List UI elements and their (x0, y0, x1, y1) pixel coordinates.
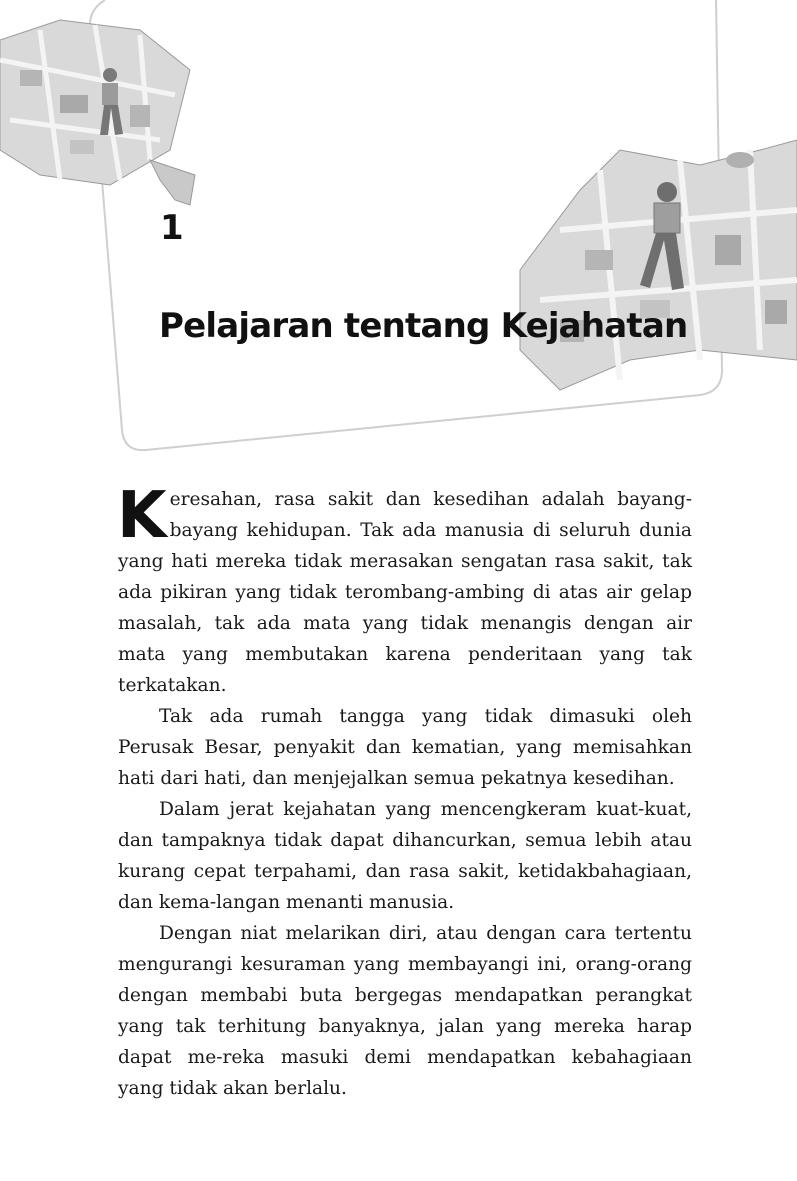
map-fragment-right (520, 140, 797, 390)
paragraph-1-text: eresahan, rasa sakit dan kesedihan adalah bayang-bayang kehidupan. Tak ada manusia di seluruh dunia yang hati mereka tidak merasakan sengatan rasa sakit, tak ada pikiran yang tidak terombang-ambing di atas air gelap masalah, tak ada mata yang tidak menangis dengan air mata yang membutakan karena penderitaan yang tak terkatakan. (118, 489, 692, 696)
chapter-title: Pelajaran tentang Kejahatan (159, 306, 688, 346)
paragraph-1 (117, 479, 692, 701)
paragraph-4: Dengan niat melarikan diri, atau dengan cara tertentu mengurangi kesuraman yang membayangi ini, orang-orang dengan membabi buta bergegas mendapatkan perangkat yang tak terhitung banyaknya, jalan yang mereka harap dapat me-reka masuki demi mendapatkan kebahagiaan yang tidak akan berlalu. (118, 923, 692, 1099)
paragraph-2: Tak ada rumah tangga yang tidak dimasuki oleh Perusak Besar, penyakit dan kematian, yang memisahkan hati dari hati, dan menjejalkan semua pekatnya kesedihan. (118, 706, 692, 789)
chapter-body (117, 479, 692, 1104)
drop-cap: K (117, 479, 167, 553)
paragraph-3: Dalam jerat kejahatan yang mencengkeram kuat-kuat, dan tampaknya tidak dapat dihancurkan, semua lebih atau kurang cepat terpahami, dan rasa sakit, ketidakbahagiaan, dan kema-langan menanti manusia. (118, 799, 692, 913)
chapter-number: 1 (160, 208, 184, 248)
map-fragment-left (0, 20, 195, 205)
